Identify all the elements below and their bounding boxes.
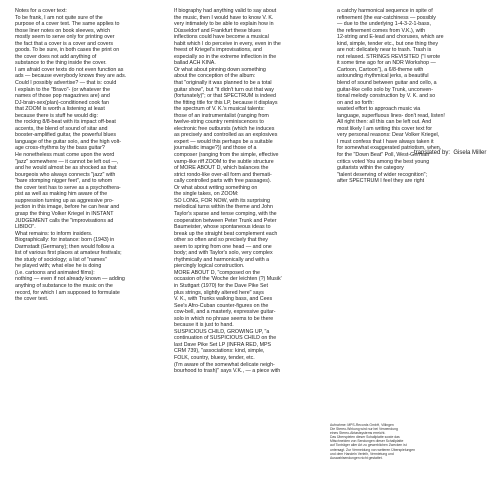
text-column-3: a catchy harmonical sequence in spite of refinement (the ear-catchiness — possibly — due to the underlying 1-4-3-2-1-bass, the refinement comes from V.K.), with 12-string and E-lead and choruses, which are kind, simple, tender etc., but one thing they are not: delicately near to trash. Trash is not relaxed. STRINGS REVISITED ("I wrote it some time ago for an NDR Workshop — Cartoon, Cartoon"), a 6/8-theme with astounding rhythmical jerks, a beautiful blend of sound between guitar and cello, a guitar-like cello solo by Trunk, unconven- tional melody construction by V. K. and so on and so forth: wasted effort to approach music via language, superfluous lines- don't read, listen! All right then: all this can be left out. And most likely I am writing this cover text for very personal reasons: Dear Volker Kriegel, I must confess that I have always taken it for somewhat exaggerated patriotism, when, for the "Down Beat" Poll, West-German critics voted You among the best young guitarists within the category "talent deserving of wider recognition"; after SPECTRUM I feel they are right xyxy=(337,8,445,185)
text-column-1: Notes for a cover text: To be frank, I am not quite sure of the purpose of a cover text. The same applies to those liner notes on book sleeves, which mostly seem to serve only for printing over the fact that a cover is a cover and covers goods. To be sure, in both cases the print on the cover does not add anything of substance to the thing inside the cover. I am afraid cover texts do not even function as ads — because everybody knows they are ads. Could I possibly advertise? — that is: could I explain to the "Bravo"- (or whatever the names of those pop magazines are) and DJ-brain-sex(plan)-conditioned cook fan that ZOOM is worth a listening at least because there is stuff he would dig: the rocking 8/8-beat with its impact off-beat accents, the blend of sound of sitar and booster-amplified guitar, the powerful blues language of the guitar solo, and the high volt- age cross-rhythms by the bass guitar? He nonetheless must come upon the word "jazz" somewhere — it cannot be left out —, and he would almost be as shocked as that bourgeois who always connects "jazz" with "bare stomping nigger feet", and to whom the cover text has to serve as a psychothera- pist as well as making him aware of the suppression turning up as aggressive pro- jection in this image, before he can hear and grasp the thing Volker Kriegel in INSTANT JUDGEMENT calls the "improvisations ad LIBIDO". What remains: to inform insiders. Biographically: for instance: born (1943) in Darmstadt (Germany); then would follow a list of various first places at amateur festivals; the study of sociology; a list of "names" he played with; what else he is doing (i.e. cartoons and animated films): nothing — even if not already known — adding anything of substance to the music on the record, for which I am supposed to formulate the cover text. xyxy=(15,8,127,303)
recording-credits: Aufnahme: MPS-Records GmbH, Villingen Die Stereo-Wirkung wird nur bei Verwendung eines Stereo-Abtastsystems erreicht. Das Überspielen dieser Schallplatte sowie das Mitschneiden von Sendungen dieser Schallplatte auf Tonträger aller Art zu gewerblichen Zwecken ist untersagt. Zur Vermeidung von weiteren Überspielungen und dem Handeln Verleih, Vermietung und Auswahlsendungen nicht gestattet. xyxy=(330,423,416,460)
translator-credit: translated by: Gisela Miller xyxy=(414,150,487,156)
text-column-2: If biography had anything valid to say about the music, then I would have to know V. K. very intimately to be able to explain how in Düsseldorf and Frankfurt these blues inflections could have become a musical habit which I do perceive in every, even in the freest of Kriegel's improvisations, and especially so in the extreme inflection in the ballad ACH KINA. Or what about pinning down something about the conception of the album: that "originally it was planned to be a total guitar show", but "it didn't turn out that way (fortunately)"; or that SPECTRUM is indeed the fitting title for this LP, because it displays the spectrum of V. K.'s musical talents: those of an instrumentalist (ranging from twelve-string country reminiscences to electronic free outbursts (which he induces as precisely and controlled as an explosives expert — would this perhaps be a suitable journalistic image?)) and those of a composer (ranging from the simple, effective vamp-like riff ZOOM to the subtle structure of MORE ABOUT D, which balances the strict rondo-like over-all form and themati- cally controlled parts with free passages). Or what about writing something on the single takes, on ZOOM: SO LONG, FOR NOW, with its surprising melodical turns within the theme and John Taylor's sparse and tense comping, with the cooperation between Peter Trunk and Peter Baumeister, whose spontaneous ideas to break up the straight beat complement each other so often and so precisely that they seem to spring from one head — and one body; and with Taylor's solo, very complex rhythmically and harmonically and with a piercingly logical construction. MORE ABOUT D, "composed on the occasion of the 'Woche der leichten (?) Musik' in Stuttgart (1970) for the Dave Pike Set plus strings, slightly altered here" says V. K., with Trunks walking bass, and Cees See's Afro-Cuban counter-figures on the cow-bell, and a masterly, expressive guitar- solo in which no phrase seems to be there because it is just to hand. SUSPICIOUS CHILD, GROWING UP, "a continuation of SUSPICIOUS CHILD on the last Dave Pike Set LP (INFRA RED, MPS CRM 739), "associations: kind, simple, FOLK, country, bluesy, tender, etc. (I'm aware of the somewhat delicate neigh- bourhood to trash)" says V.K., — a piece with xyxy=(174,8,282,375)
